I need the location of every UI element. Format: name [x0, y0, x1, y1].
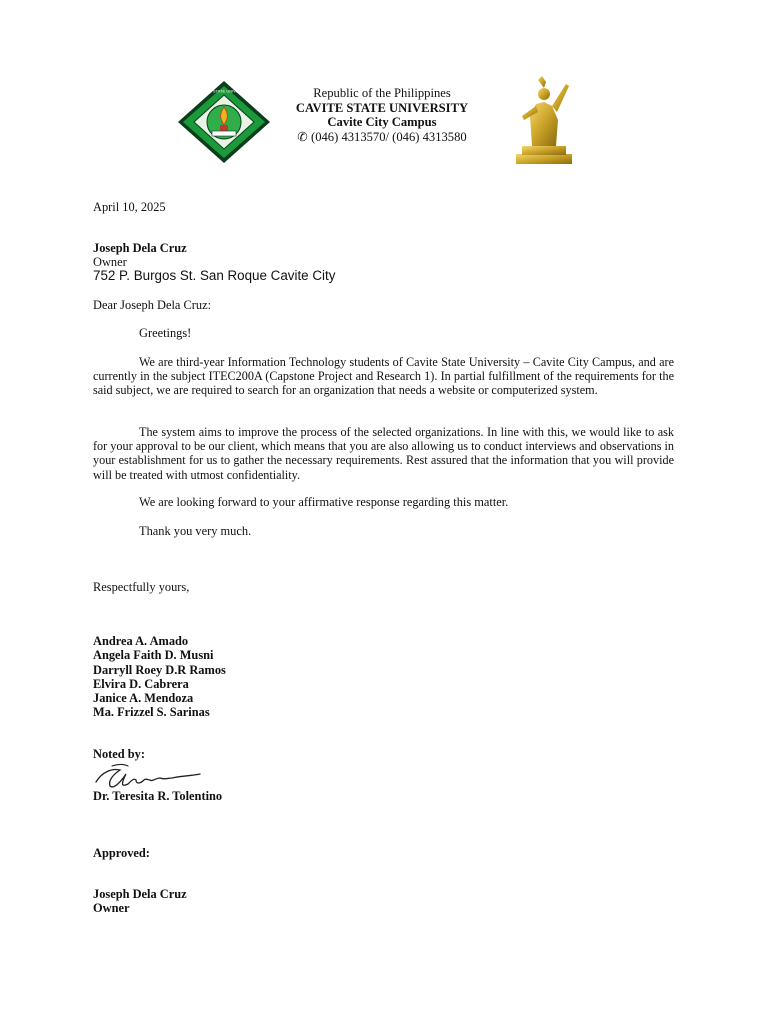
approved-label: Approved: — [93, 846, 150, 860]
approver-name: Joseph Dela Cruz — [93, 887, 187, 901]
recipient-address: 752 P. Burgos St. San Roque Cavite City — [93, 268, 336, 283]
noted-by-label: Noted by: — [93, 747, 145, 761]
statue-emblem — [508, 76, 580, 168]
letterhead — [280, 86, 484, 144]
closing: Respectfully yours, — [93, 580, 190, 594]
noted-by-name: Dr. Teresita R. Tolentino — [93, 789, 223, 803]
letterhead-phone-line — [280, 130, 484, 145]
paragraph-request-text: The system aims to improve the process of the selected organizations. In line with this, we would like to ask for your approval to be our client, which means that you are also allowing us to conduct interviews and observations in your establishment for us to gather the necessary requirements. Rest assured that the information that you will provide will be treated with utmost confidentiality. — [93, 425, 674, 482]
signer-name: Angela Faith D. Musni — [93, 648, 214, 663]
letterhead-republic: Republic of the Philippines — [313, 86, 451, 100]
svg-text:CAVITE STATE UNIVERSITY: CAVITE STATE UNIVERSITY — [197, 88, 251, 94]
letter-date: April 10, 2025 — [93, 200, 166, 214]
signer-name: Ma. Frizzel S. Sarinas — [93, 705, 210, 720]
salutation: Dear Joseph Dela Cruz: — [93, 298, 212, 312]
university-logo — [176, 79, 272, 165]
paragraph-request — [93, 425, 674, 482]
paragraph-looking-forward: We are looking forward to your affirmative response regarding this matter. — [139, 495, 509, 509]
signer-name: Andrea A. Amado — [93, 634, 189, 648]
recipient-title: Owner — [93, 255, 127, 269]
telephone-icon: ✆ — [297, 129, 308, 144]
letterhead-campus: Cavite City Campus — [327, 115, 437, 129]
greeting: Greetings! — [139, 326, 192, 340]
paragraph-thanks: Thank you very much. — [139, 524, 252, 538]
recipient-name: Joseph Dela Cruz — [93, 241, 187, 255]
handwritten-signature — [92, 760, 204, 792]
paragraph-intro — [93, 355, 674, 398]
signer-list — [93, 634, 226, 720]
signer-name: Janice A. Mendoza — [93, 691, 194, 706]
approver-title: Owner — [93, 901, 130, 915]
signer-name: Darryll Roey D.R Ramos — [93, 662, 226, 677]
letterhead-university: CAVITE STATE UNIVERSITY — [295, 100, 469, 115]
signer-name: Elvira D. Cabrera — [93, 676, 189, 691]
paragraph-intro-text: We are third-year Information Technology students of Cavite State University – Cavite City Campus, and are currently in the subject ITEC200A (Capstone Project and Research 1). In partial fulfillment of the requirements for the said subject, we are required to search for an organization that needs a website or computerized system. — [93, 355, 674, 398]
letterhead-phone: (046) 4313570/ (046) 4313580 — [311, 129, 467, 144]
